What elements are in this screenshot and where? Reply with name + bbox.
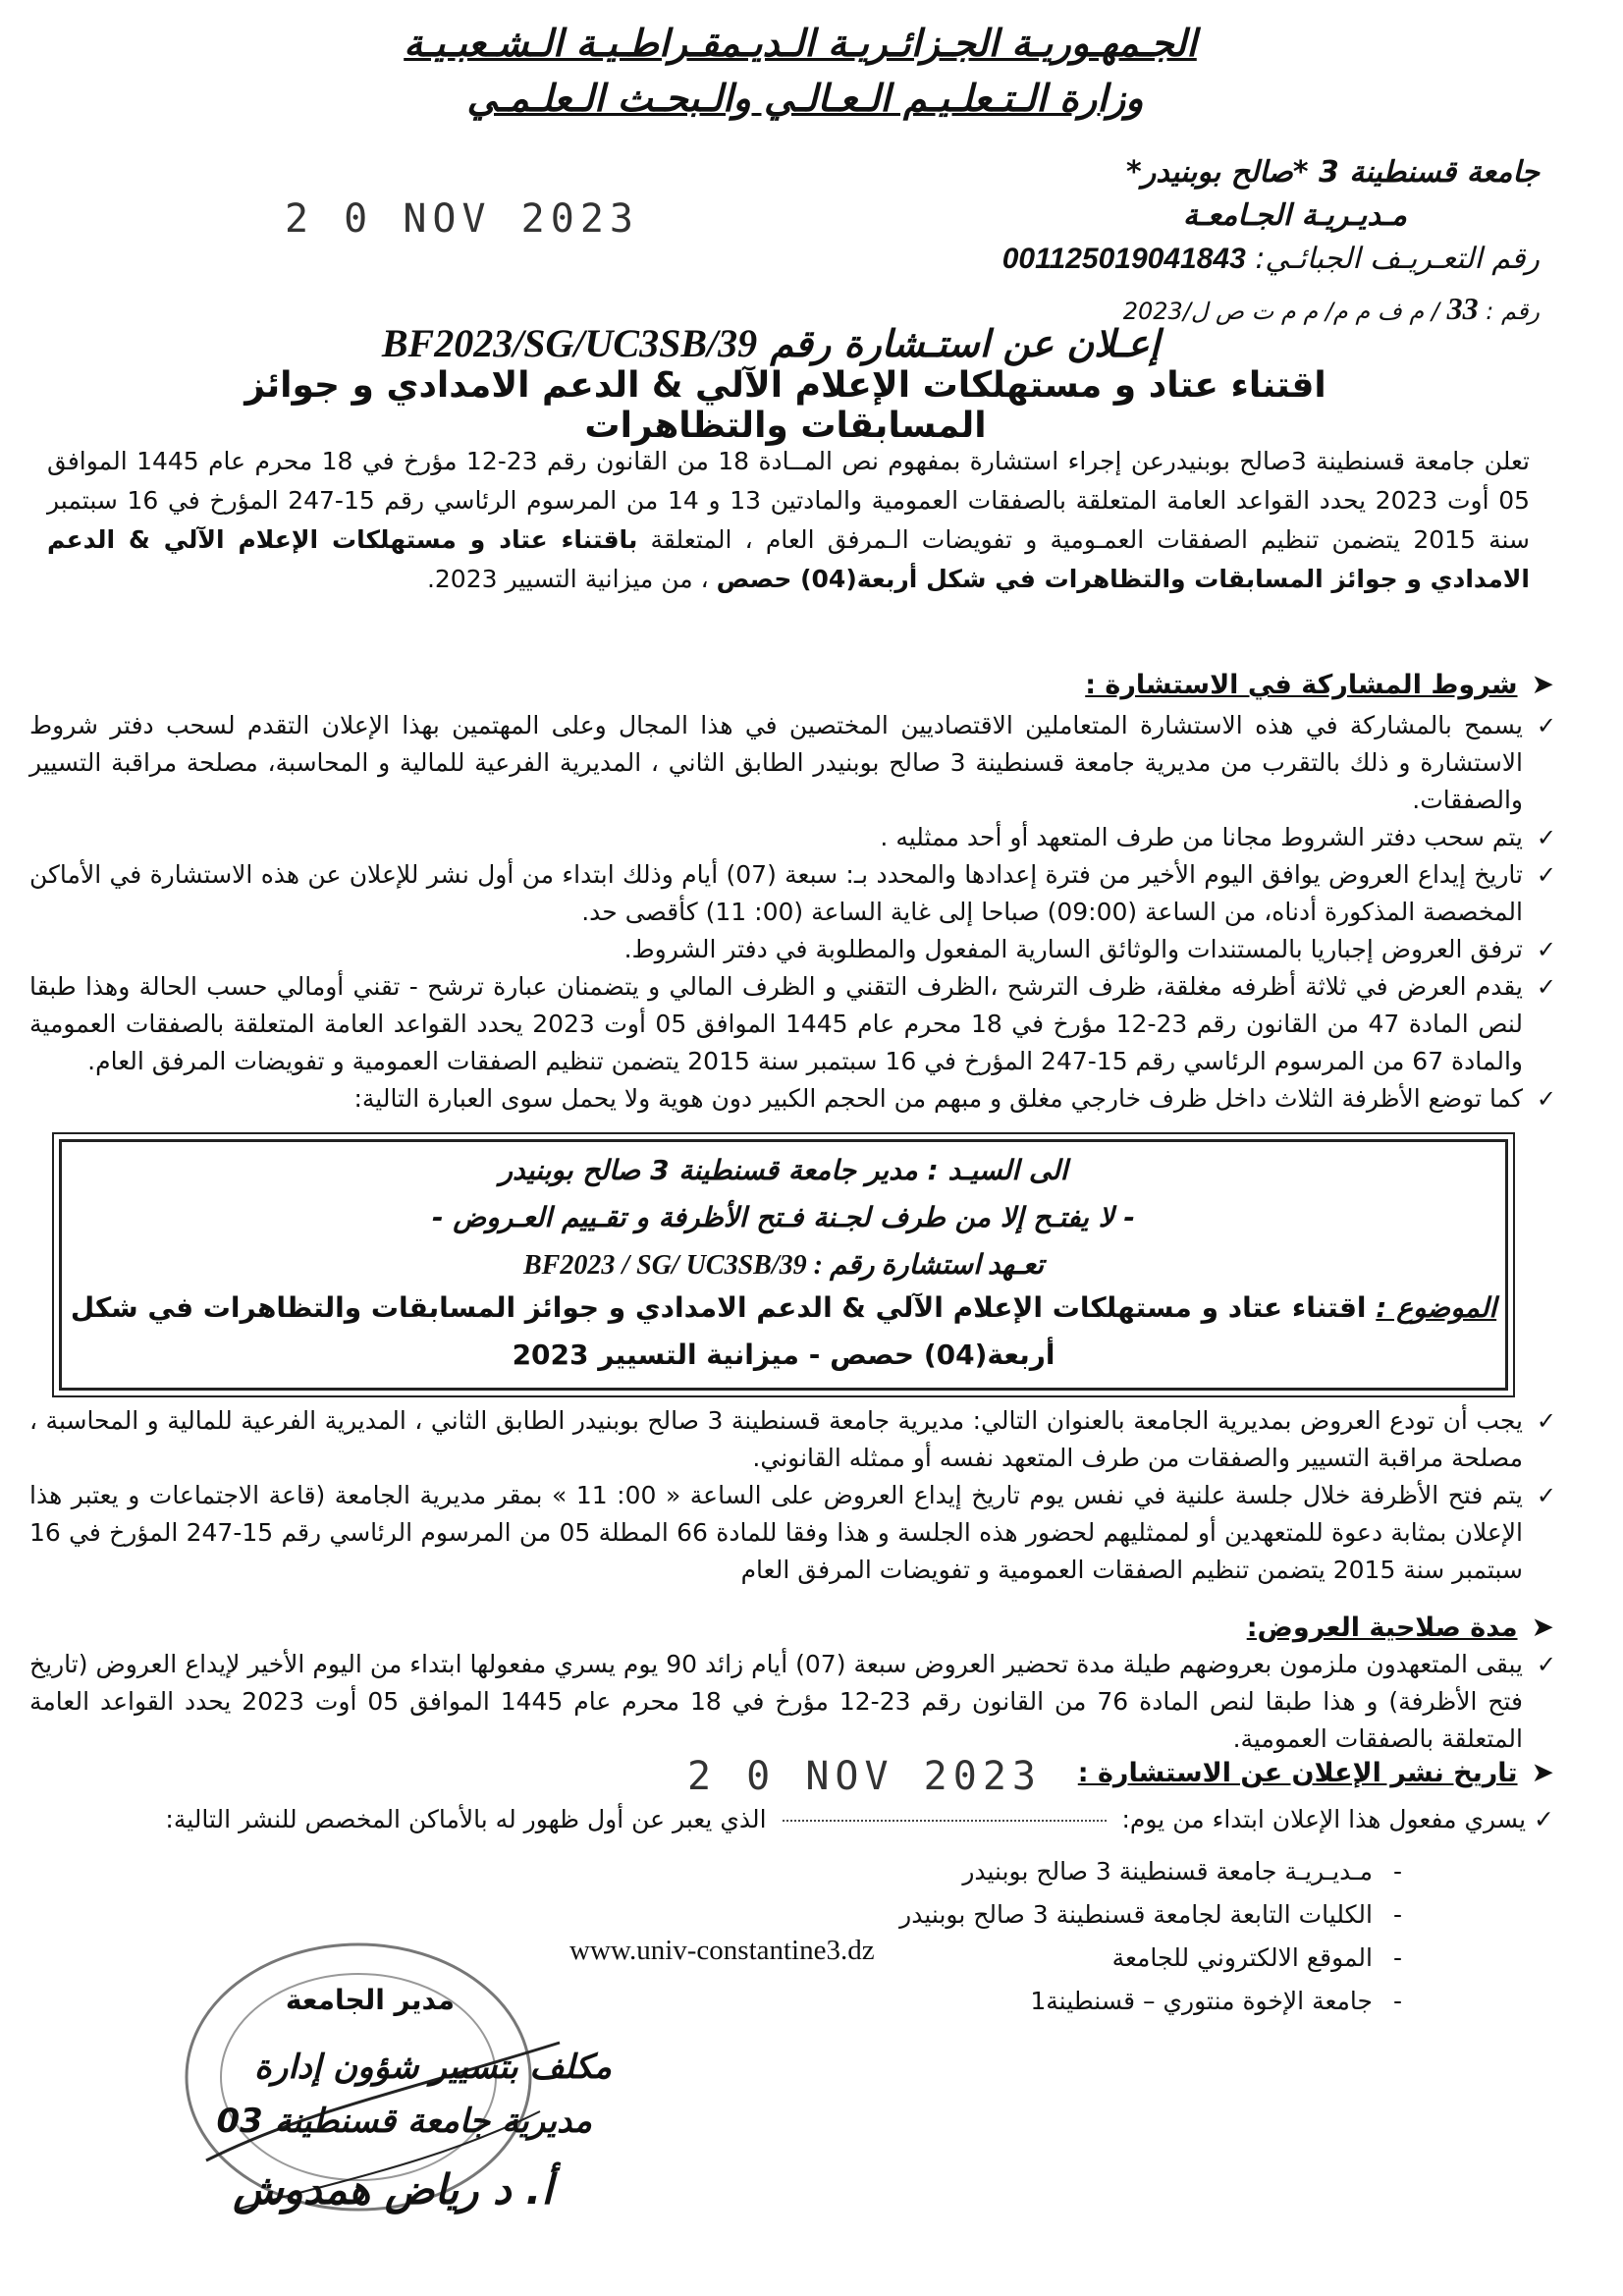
tax-id-line [1002, 242, 1540, 276]
check-icon: ✓ [1534, 1805, 1554, 1833]
list-item: ✓ تاريخ إيداع العروض يوافق اليوم الأخير من فترة إعدادها والمحدد بـ: سبعة (07) أيام وذلك ابتداء من أول نشر للإعلان عن هذه الاستشارة في الأماكن المخصصة المذكورة أدناه، من الساعة (09:00) صباحا إلى غاية الساعة (00: 11) كأقصى حد. [29, 856, 1556, 931]
announcement-title-text: إعـلان عن استـشارة رقم [770, 322, 1161, 365]
envelope-addressee: الى السيـد : مدير جامعة قسنطينة 3 صالح بوبنيدر [499, 1154, 1068, 1186]
intro-text: تعلن جامعة قسنطينة 3صالح بوبنيدرعن إجراء استشارة بمفهوم نص المــادة 18 من القانون رقم 23-12 مؤرخ في 18 محرم عام 1445 الموافق 05 أوت 2023 يحدد القواعد العامة المتعلقة بالصفقات العمومية والمادتين 13 و 14 من المرسوم الرئاسي رقم 15-247 المؤرخ في 16 سبتمبر سنة 2015 يتضمن تنظيم الصفقات العمـومية و تفويضات الـمرفق العام ، المتعلقة [47, 447, 1531, 554]
envelope-subject [62, 1291, 1505, 1324]
envelope-subject-cont: أربعة(04) حصص - ميزانية التسيير 2023 [512, 1339, 1055, 1371]
tax-id-number: 001125019041843 [1001, 243, 1246, 275]
reference-prefix: رقم : [1486, 298, 1540, 325]
university-name: جامعة قسنطينة 3 *صالح بوبنيدر* [1126, 155, 1540, 190]
directorate-name: مـديـريـة الجـامعـة [1182, 198, 1407, 233]
list-item: ✓ يبقى المتعهدون ملزمون بعروضهم طيلة مدة تحضير العروض سبعة (07) أيام زائد 90 يوم يسري مفعولها ابتداء من اليوم الأخير لإيداع العروض (تاريخ فتح الأظرفة) و هذا طبقا لنص المادة 76 من القانون رقم 23-12 مؤرخ في 18 محرم عام 1445 الموافق 05 أوت 2023 يحدد القواعد العامة المتعلقة بالصفقات العمومية. [29, 1646, 1556, 1758]
section-participation-heading: ➤شروط المشاركة في الاستشارة : [1085, 668, 1554, 700]
date-stamp-bottom: 2 0 NOV 2023 [687, 1754, 1042, 1799]
intro-text-end: ، من ميزانية التسيير 2023. [426, 565, 709, 593]
participation-list [29, 707, 1556, 1118]
reference-number: 33 [1446, 291, 1479, 326]
list-item: ✓ ترفق العروض إجباريا بالمستندات والوثائق السارية المفعول والمطلوبة في دفتر الشروط. [29, 931, 1556, 968]
date-stamp-top: 2 0 NOV 2023 [285, 196, 639, 242]
publication-tail: الذي يعبر عن أول ظهور له بالأماكن المخصص للنشر التالية: [165, 1805, 767, 1833]
list-item: - مـديـريـة جامعة قسنطينة 3 صالح بوبنيدر [813, 1850, 1402, 1893]
envelope-subject-text: اقتناء عتاد و مستهلكات الإعلام الآلي & الدعم الامدادي و جوائز المسابقات والتظاهرات في شكل [70, 1291, 1367, 1324]
reference-suffix: / م ف م م/ م م ت ص ل/2023 [1122, 298, 1439, 325]
ministry-header: وزارة الـتـعلـيـم الـعـالـي والـبحـث الـعلـمـي [466, 77, 1144, 120]
list-item: ✓ يقدم العرض في ثلاثة أظرفه مغلقة، ظرف الترشح ،الظرف التقني و الظرف المالي و يتضمنان عبارة ترشح - تقني أومالي حسب الحالة وهذا طبقا لنص المادة 47 من القانون رقم 23-12 مؤرخ في 18 محرم عام 1445 الموافق 05 أوت 2023 يحدد القواعد العامة المتعلقة بالصفقات العمومية والمادة 67 من المرسوم الرئاسي رقم 15-247 المؤرخ في 16 سبتمبر سنة 2015 يتضمن تنظيم الصفقات العمومية و تفويضات المرفق العام. [29, 968, 1556, 1080]
announcement-title [314, 320, 1227, 366]
signature-line1: مكلف بتسيير شؤون إدارة [254, 2048, 612, 2087]
envelope-subject-label: الموضوع : [1376, 1291, 1497, 1324]
list-item: ✓ يجب أن تودع العروض بمديرية الجامعة بالعنوان التالي: مديرية جامعة قسنطينة 3 صالح بوبنيدر الطابق الثاني ، المديرية الفرعية للمالية و المحاسبة ، مصلحة مراقبة التسيير والصفقات من طرف المتعهد نفسه أو ممثله القانوني. [29, 1402, 1556, 1477]
section-publication-heading: ➤تاريخ نشر الإعلان عن الاستشارة : [1077, 1756, 1554, 1788]
envelope-notice: - لا يفتـح إلا من طرف لجـنة فـتح الأظرفة و تقـييم العـروض - [431, 1201, 1135, 1233]
announcement-subject: اقتناء عتاد و مستهلكات الإعلام الآلي & الدعم الامدادي و جوائز المسابقات والتظاهرات [244, 365, 1326, 446]
list-item: - الموقع الالكتروني للجامعة [813, 1937, 1402, 1980]
section-validity-heading: ➤مدة صلاحية العروض: [1246, 1611, 1554, 1643]
envelope-consultation: تعـهد استشارة رقم : BF2023 / SG/ UC3SB/39 [522, 1250, 1044, 1281]
validity-list [29, 1646, 1556, 1758]
list-item: - جامعة الإخوة منتوري – قسنطينة1 [813, 1980, 1402, 2023]
deposit-list [29, 1402, 1556, 1589]
list-item: - الكليات التابعة لجامعة قسنطينة 3 صالح بوبنيدر [813, 1893, 1402, 1937]
intro-bold-subject: باقتناء عتاد و مستهلكات الإعلام الآلي & الدعم الامدادي و جوائز المسابقات والتظاهرات في شكل أربعة(04) حصص [47, 525, 1530, 593]
consultation-code: BF2023/SG/UC3SB/39 [381, 321, 758, 365]
list-item: ✓ يتم سحب دفتر الشروط مجانا من طرف المتعهد أو أحد ممثليه . [29, 819, 1556, 856]
tax-id-label: رقم التعـريـف الجبائـي: [1255, 242, 1540, 276]
publication-places [813, 1850, 1402, 2023]
date-blank [783, 1820, 1107, 1822]
arrow-icon: ➤ [1531, 1756, 1554, 1788]
university-website-link[interactable]: www.univ-constantine3.dz [569, 1935, 875, 1966]
signature-line2: مديرية جامعة قسنطينة 03 [216, 2102, 592, 2141]
republic-header: الجـمهـوريـة الجـزائـريـة الـديـمقـراطـيـة الـشـعبـيـة [404, 22, 1197, 65]
list-item: ✓ يتم فتح الأظرفة خلال جلسة علنية في نفس يوم تاريخ إيداع العروض على الساعة « 00: 11 » بمقر مديرية الجامعة (قاعة الاجتماعات و يعتبر هذا الإعلان بمثابة دعوة للمتعهدين أو لممثليهم لحضور هذه الجلسة و هذا وفقا للمادة 66 المطلة 05 من المرسوم الرئاسي رقم 15-247 المؤرخ في 16 سبتمبر سنة 2015 يتضمن تنظيم الصفقات العمومية و تفويضات المرفق العام [29, 1477, 1556, 1589]
envelope-label-box [59, 1139, 1508, 1391]
intro-paragraph [47, 442, 1530, 599]
signature-role: مدير الجامعة [285, 1984, 455, 2016]
list-item: ✓ كما توضع الأظرفة الثلاث داخل ظرف خارجي مغلق و مبهم من الحجم الكبير دون هوية ولا يحمل سوى العبارة التالية: [29, 1080, 1556, 1118]
arrow-icon: ➤ [1531, 1611, 1554, 1643]
signatory-name: أ. د رياض همدوش [233, 2165, 553, 2214]
publication-line [165, 1805, 1554, 1833]
publication-lead: يسري مفعول هذا الإعلان ابتداء من يوم: [1121, 1805, 1527, 1833]
arrow-icon: ➤ [1531, 668, 1554, 700]
list-item: ✓ يسمح بالمشاركة في هذه الاستشارة المتعاملين الاقتصاديين المختصين في هذا المجال وعلى المهتمين بهذا الإعلان التقدم لسحب دفتر شروط الاستشارة و ذلك بالتقرب من مديرية جامعة قسنطينة 3 صالح بوبنيدر الطابق الثاني ، المديرية الفرعية للمالية و المحاسبة، مصلحة مراقبة التسيير والصفقات. [29, 707, 1556, 819]
